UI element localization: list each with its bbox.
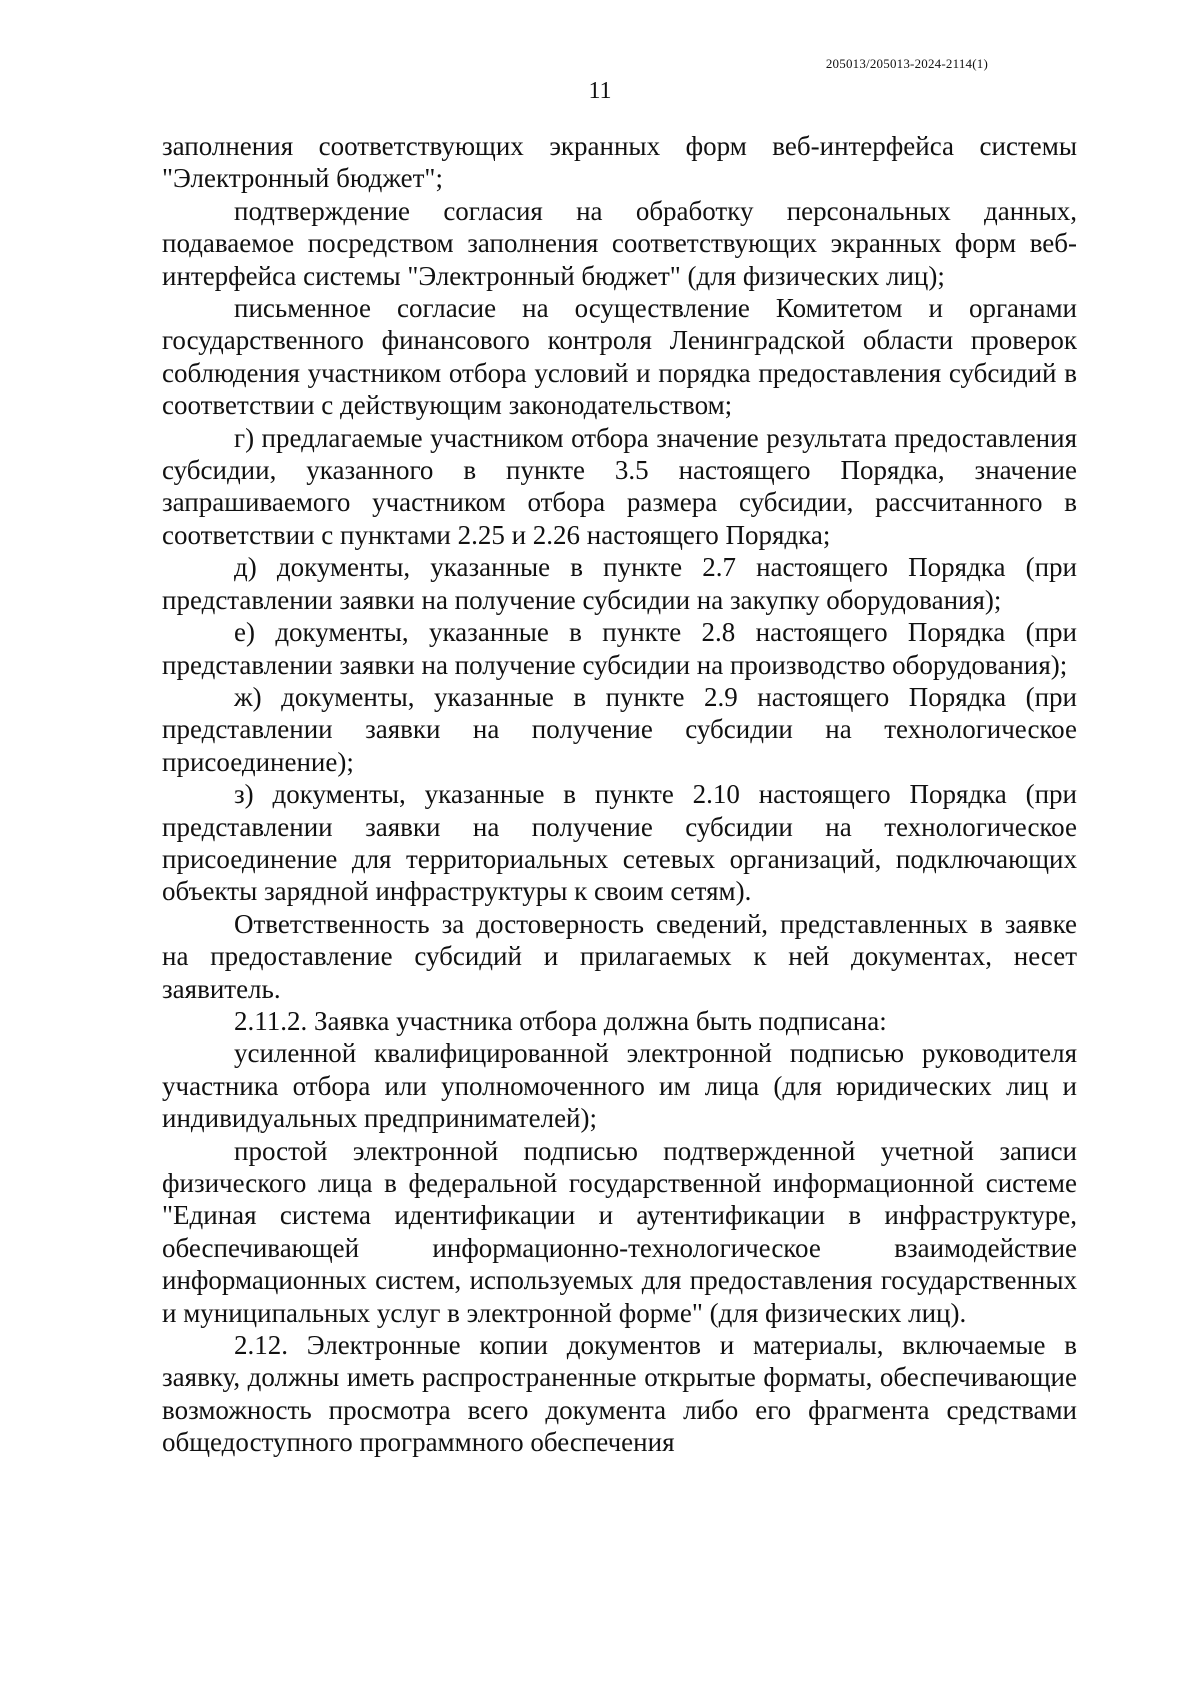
paragraph-simple-signature: простой электронной подписью подтвержденной учетной записи физического лица в федеральной государственной информационной системе "Единая система идентификации и аутентификации в инфраструктуре, обеспечивающей информационно-технологическое взаимодействие информационных систем, используемых для предоставления государственных и муниципальных услуг в электронной форме" (для физических лиц).: [162, 1135, 1077, 1328]
paragraph-item-g: г) предлагаемые участником отбора значение результата предоставления субсидии, указанного в пункте 3.5 настоящего Порядка, значение запрашиваемого участником отбора размера субсидии, рассчитанного в соответствии с пунктами 2.25 и 2.26 настоящего Порядка;: [162, 422, 1077, 550]
paragraph-consent-personal-data: подтверждение согласия на обработку персональных данных, подаваемое посредством заполнения соответствующих экранных форм веб-интерфейса системы "Электронный бюджет" (для физических лиц);: [162, 195, 1077, 291]
paragraph-item-e: е) документы, указанные в пункте 2.8 настоящего Порядка (при представлении заявки на получение субсидии на производство оборудования);: [162, 617, 1077, 680]
paragraph-section-2-11-2: 2.11.2. Заявка участника отбора должна быть подписана:: [234, 1005, 887, 1036]
paragraph-section-2-12: 2.12. Электронные копии документов и материалы, включаемые в заявку, должны иметь распространенные открытые форматы, обеспечивающие возможность просмотра всего документа либо его фрагмента средствами общедоступного программного обеспечения: [162, 1330, 1077, 1458]
paragraph-written-consent: письменное согласие на осуществление Комитетом и органами государственного финансового контроля Ленинградской области проверок соблюдения участником отбора условий и порядка предоставления субсидий в соответствии с действующим законодательством;: [162, 293, 1077, 421]
paragraph-item-z: з) документы, указанные в пункте 2.10 настоящего Порядка (при представлении заявки на получение субсидии на технологическое присоединение для территориальных сетевых организаций, подключающих объекты зарядной инфраструктуры к своим сетям).: [162, 779, 1077, 907]
paragraph-qualified-signature: усиленной квалифицированной электронной подписью руководителя участника отбора или уполномоченного им лица (для юридических лиц и индивидуальных предпринимателей);: [162, 1038, 1077, 1134]
page-number: 11: [588, 78, 612, 104]
paragraph-continuation: заполнения соответствующих экранных форм веб-интерфейса системы "Электронный бюджет";: [162, 131, 1077, 194]
paragraph-responsibility: Ответственность за достоверность сведений, представленных в заявке на предоставление субсидий и прилагаемых к ней документах, несет заявитель.: [162, 908, 1077, 1004]
paragraph-item-zh: ж) документы, указанные в пункте 2.9 настоящего Порядка (при представлении заявки на получение субсидии на технологическое присоединение);: [162, 681, 1077, 777]
document-id: 205013/205013-2024-2114(1): [825, 56, 988, 71]
document-body: [162, 130, 1077, 1459]
paragraph-item-d: д) документы, указанные в пункте 2.7 настоящего Порядка (при представлении заявки на получение субсидии на закупку оборудования);: [162, 552, 1077, 615]
